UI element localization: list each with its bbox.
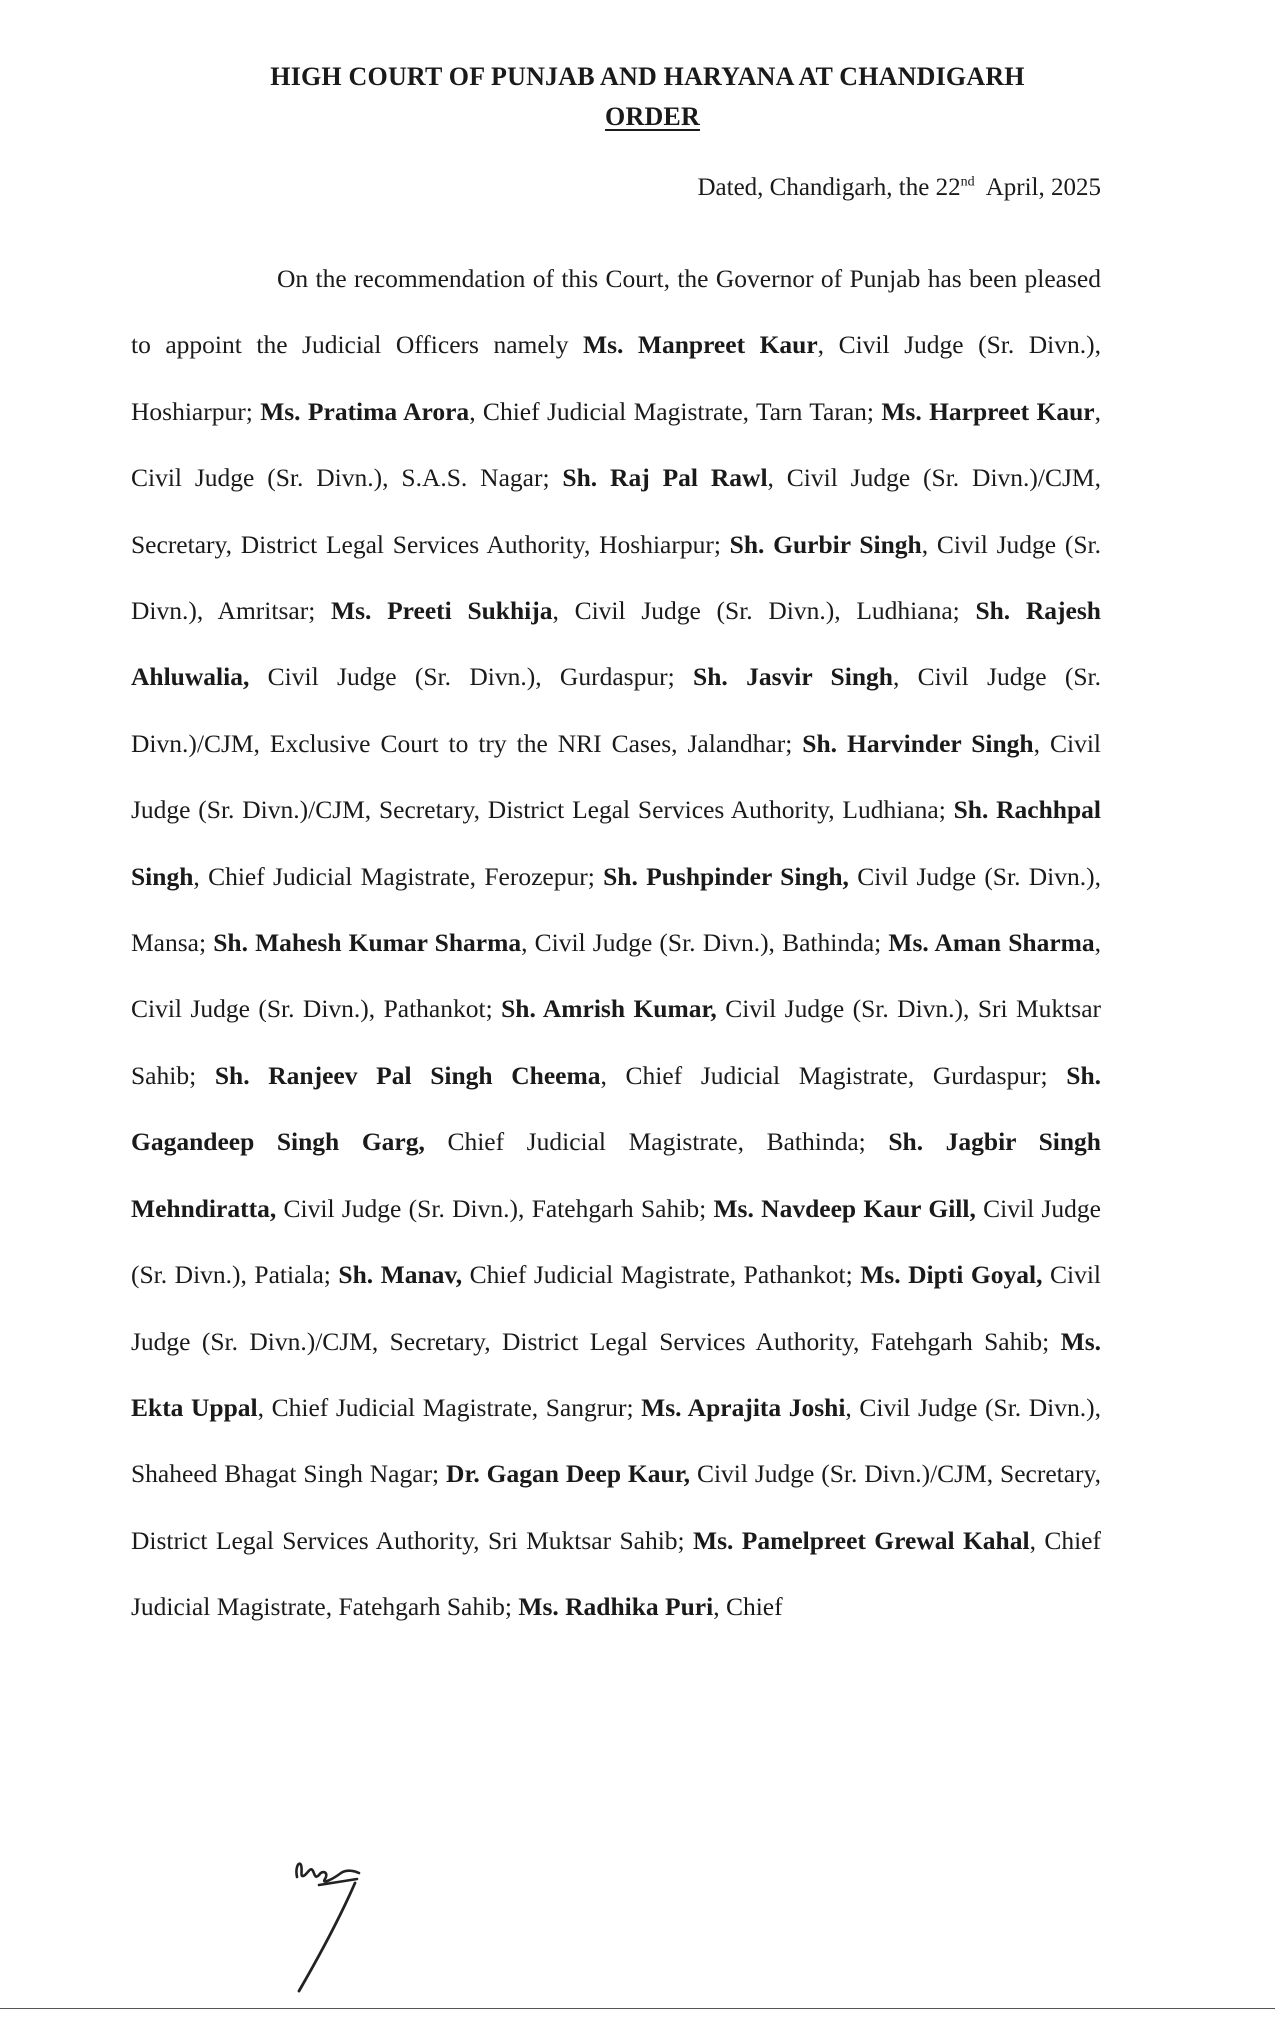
order-text: , Civil Judge (Sr. Divn.), Hoshiarpur;: [131, 330, 1101, 426]
order-text: , Chief Judicial Magistrate, Tarn Taran;: [469, 396, 882, 426]
date-suffix: April, 2025: [974, 174, 1101, 201]
order-text: Civil Judge (Sr. Divn.), Patiala;: [131, 1193, 1101, 1290]
order-title: ORDER: [605, 102, 700, 131]
order-text: On the recommendation of this Court, the Governor of Punjab has been pleased to appoint the Judicial Officers namely: [131, 264, 1101, 360]
officer-name: Sh. Jasvir Singh: [693, 662, 893, 692]
order-text: Civil Judge (Sr. Divn.), Mansa;: [131, 861, 1101, 958]
officer-name: Sh. Rajesh Ahluwalia,: [131, 596, 1101, 692]
officer-name: Sh. Pushpinder Singh,: [603, 861, 849, 891]
order-text: , Chief Judicial Magistrate, Sangrur;: [257, 1392, 642, 1422]
officer-name: Sh. Ranjeev Pal Singh Cheema: [214, 1060, 601, 1090]
order-text: Chief Judicial Magistrate, Bathinda;: [424, 1127, 889, 1157]
officer-name: Ms. Pratima Arora: [260, 396, 470, 426]
officer-name: Sh. Gurbir Singh: [729, 529, 922, 559]
court-name: HIGH COURT OF PUNJAB AND HARYANA AT CHANDIGARH: [270, 62, 1025, 91]
order-paragraph: [131, 246, 1101, 1641]
officer-name: Ms. Radhika Puri: [518, 1592, 714, 1622]
order-text: , Civil Judge (Sr. Divn.), Shaheed Bhagat Singh Nagar;: [131, 1392, 1101, 1489]
officer-name: Sh. Gagandeep Singh Garg,: [131, 1060, 1102, 1157]
officer-name: Sh. Raj Pal Rawl: [562, 463, 768, 493]
order-text: , Civil Judge (Sr. Divn.), Pathankot;: [131, 928, 1102, 1024]
date-ordinal: nd: [960, 174, 975, 190]
order-text: , Civil Judge (Sr. Divn.)/CJM, Exclusive Court to try the NRI Cases, Jalandhar;: [131, 662, 1102, 758]
officer-name: Dr. Gagan Deep Kaur,: [446, 1459, 691, 1489]
officer-name: Ms. Aprajita Joshi: [641, 1392, 846, 1422]
order-text: , Civil Judge (Sr. Divn.), Ludhiana;: [552, 596, 976, 626]
officer-name: Ms. Pamelpreet Grewal Kahal: [693, 1525, 1030, 1555]
officer-name: Ms. Manpreet Kaur: [583, 330, 818, 360]
officer-name: Ms. Navdeep Kaur Gill,: [713, 1193, 976, 1223]
officer-name: Ms. Ekta Uppal: [131, 1326, 1101, 1422]
order-text: Civil Judge (Sr. Divn.), Sri Muktsar Sahib;: [131, 994, 1102, 1090]
order-text: , Chief Judicial Magistrate, Fatehgarh Sahib;: [131, 1525, 1101, 1622]
officer-name: Ms. Aman Sharma: [888, 928, 1095, 958]
officer-name: Sh. Rachhpal Singh: [131, 795, 1102, 891]
order-text: , Civil Judge (Sr. Divn.), Amritsar;: [131, 529, 1101, 626]
officer-name: Sh. Manav,: [338, 1260, 463, 1290]
order-text: Civil Judge (Sr. Divn.), Gurdaspur;: [249, 662, 694, 692]
order-text: , Civil Judge (Sr. Divn.), Bathinda;: [521, 928, 889, 958]
order-text: Civil Judge (Sr. Divn.), Fatehgarh Sahib;: [276, 1193, 714, 1223]
officer-name: Sh. Jagbir Singh Mehndiratta,: [131, 1127, 1101, 1223]
officer-name: Sh. Harvinder Singh: [802, 728, 1034, 758]
officer-name: Ms. Preeti Sukhija: [331, 596, 553, 626]
officer-name: Sh. Amrish Kumar,: [501, 994, 717, 1024]
order-text: , Civil Judge (Sr. Divn.)/CJM, Secretary, District Legal Services Authority, Hoshiarpur;: [131, 463, 1101, 559]
order-text: , Chief: [713, 1592, 783, 1622]
order-text: , Chief Judicial Magistrate, Ferozepur;: [193, 861, 604, 891]
order-text: , Chief Judicial Magistrate, Gurdaspur;: [600, 1060, 1067, 1090]
order-text: , Civil Judge (Sr. Divn.), S.A.S. Nagar;: [131, 396, 1101, 493]
order-text: Civil Judge (Sr. Divn.)/CJM, Secretary, District Legal Services Authority, Fatehgarh Sahib;: [131, 1260, 1101, 1356]
order-date: [697, 174, 1101, 202]
officer-name: Ms. Dipti Goyal,: [860, 1260, 1043, 1290]
page-bottom-rule: [0, 2008, 1275, 2009]
officer-name: Sh. Mahesh Kumar Sharma: [213, 928, 522, 958]
order-text: , Civil Judge (Sr. Divn.)/CJM, Secretary, District Legal Services Authority, Ludhiana;: [131, 728, 1101, 825]
order-text: Chief Judicial Magistrate, Pathankot;: [462, 1260, 861, 1290]
officer-name: Ms. Harpreet Kaur: [881, 396, 1095, 426]
date-prefix: Dated, Chandigarh, the 22: [697, 174, 961, 201]
document-heading: [0, 62, 1275, 132]
order-text: Civil Judge (Sr. Divn.)/CJM, Secretary, District Legal Services Authority, Sri Muktsar Sahib;: [131, 1459, 1102, 1555]
handwritten-signature: [285, 1845, 375, 1995]
